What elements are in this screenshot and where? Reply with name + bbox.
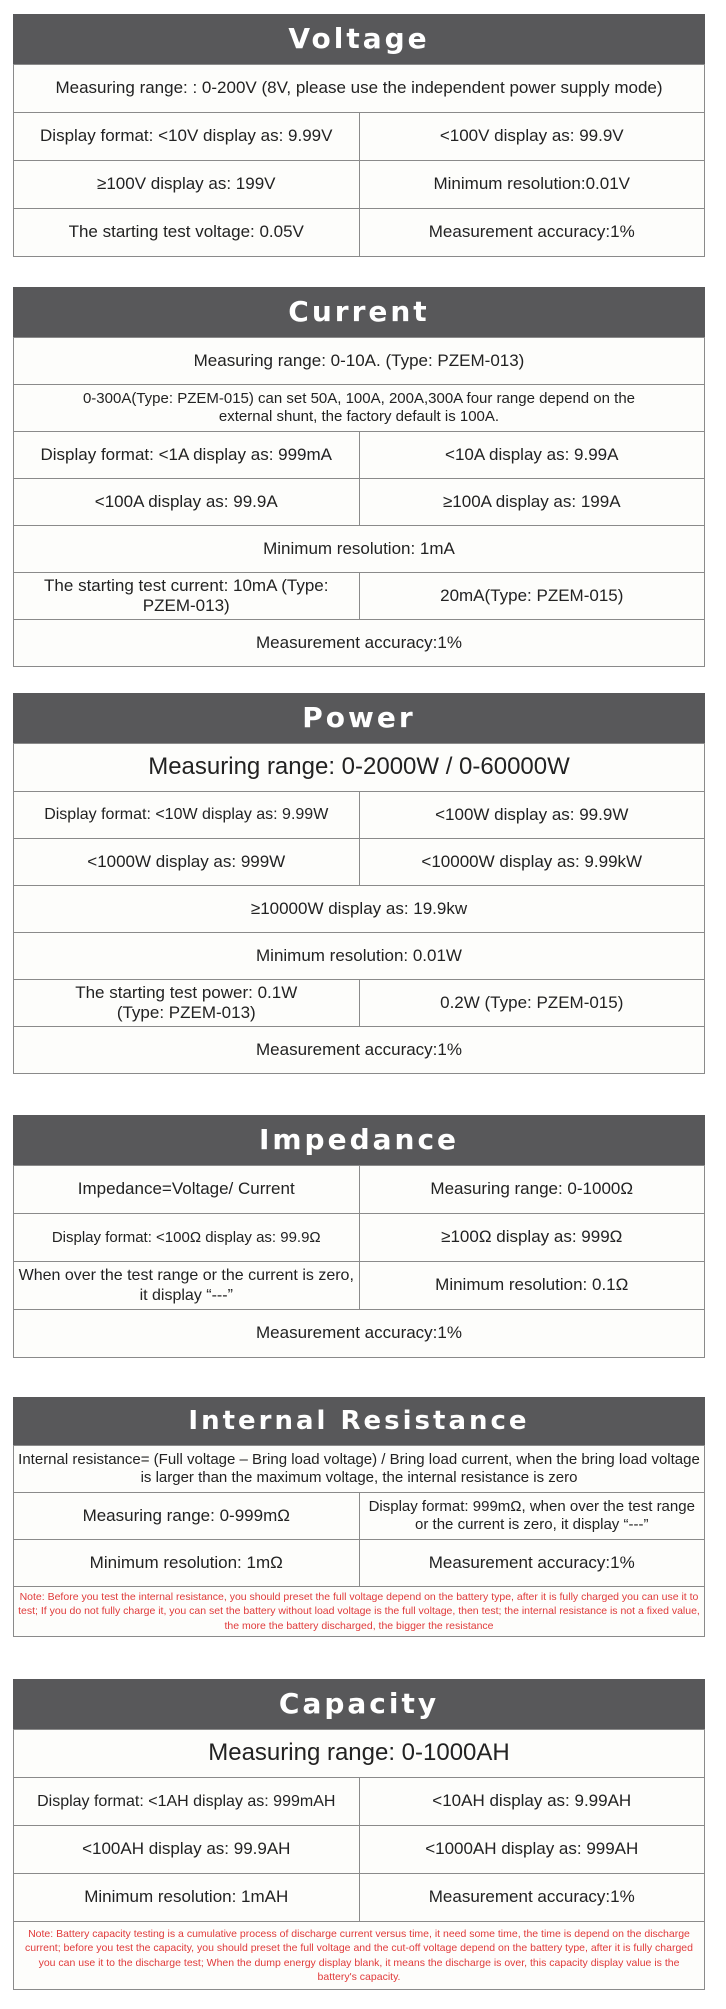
internal-resistance-header [13,1397,705,1445]
capacity-title: Capacity [278,1687,440,1720]
current-format-lt10: <10A display as: 9.99A [359,432,705,479]
current-starting-test-pzem015: 20mA(Type: PZEM-015) [359,573,705,620]
power-format-lt100: <100W display as: 99.9W [359,792,705,839]
current-format-lt1: Display format: <1A display as: 999mA [14,432,360,479]
power-table [13,743,705,1074]
current-range-pzem015: 0-300A(Type: PZEM-015) can set 50A, 100A, 200A,300A four range depend on the external shunt, the factory default is 100A. [14,385,705,432]
capacity-header [13,1679,705,1729]
internal-resistance-section [13,1397,705,1637]
current-section [13,287,705,667]
capacity-accuracy: Measurement accuracy:1% [359,1874,705,1922]
impedance-title: Impedance [258,1123,460,1156]
current-header [13,287,705,337]
capacity-format-lt1000: <1000AH display as: 999AH [359,1826,705,1874]
power-section [13,693,705,1074]
power-header [13,693,705,743]
current-format-ge100: ≥100A display as: 199A [359,479,705,526]
voltage-range: Measuring range: : 0-200V (8V, please use the independent power supply mode) [14,65,705,113]
internal-resistance-format: Display format: 999mΩ, when over the test range or the current is zero, it display “---” [359,1493,705,1540]
impedance-accuracy: Measurement accuracy:1% [14,1310,705,1358]
capacity-min-resolution: Minimum resolution: 1mAH [14,1874,360,1922]
internal-resistance-note: Note: Before you test the internal resistance, you should preset the full voltage depend on the battery type, after it is fully charged you can use it to test; If you do not fully charge it, you can set the battery without load voltage is the full voltage, then test; the internal resistance is not a fixed value, the more the battery discharged, the bigger the resistance [14,1587,705,1637]
capacity-format-lt10: <10AH display as: 9.99AH [359,1778,705,1826]
voltage-min-resolution: Minimum resolution:0.01V [359,161,705,209]
power-range: Measuring range: 0-2000W / 0-60000W [14,744,705,792]
capacity-format-lt1: Display format: <1AH display as: 999mAH [14,1778,360,1826]
voltage-starting-test: The starting test voltage: 0.05V [14,209,360,257]
internal-resistance-formula: Internal resistance= (Full voltage – Bring load voltage) / Bring load current, when the bring load voltage is larger than the maximum voltage, the internal resistance is zero [14,1446,705,1493]
internal-resistance-title: Internal Resistance [188,1406,530,1436]
impedance-section [13,1115,705,1358]
current-table [13,337,705,667]
capacity-table [13,1729,705,1990]
impedance-min-resolution: Minimum resolution: 0.1Ω [359,1262,705,1310]
internal-resistance-min-resolution: Minimum resolution: 1mΩ [14,1540,360,1587]
impedance-table [13,1165,705,1358]
capacity-note: Note: Battery capacity testing is a cumulative process of discharge current versus time, it need some time, the time is depend on the discharge current; before you test the capacity, you should preset the full voltage and the cut-off voltage depend on the battery type, after it is fully charged you can use it to the discharge test; When the dump energy display blank, it means the discharge is over, this capacity display value is the battery's capacity. [14,1922,705,1990]
power-min-resolution: Minimum resolution: 0.01W [14,933,705,980]
capacity-format-lt100: <100AH display as: 99.9AH [14,1826,360,1874]
voltage-header [13,14,705,64]
impedance-format-lt100: Display format: <100Ω display as: 99.9Ω [14,1214,360,1262]
voltage-accuracy: Measurement accuracy:1% [359,209,705,257]
voltage-format-lt10: Display format: <10V display as: 9.99V [14,113,360,161]
power-format-lt10: Display format: <10W display as: 9.99W [14,792,360,839]
power-format-ge10000: ≥10000W display as: 19.9kw [14,886,705,933]
current-starting-test: The starting test current: 10mA (Type: PZEM-013) [14,573,360,620]
impedance-header [13,1115,705,1165]
impedance-format-ge100: ≥100Ω display as: 999Ω [359,1214,705,1262]
internal-resistance-table [13,1445,705,1637]
voltage-table [13,64,705,257]
voltage-title: Voltage [288,22,430,55]
internal-resistance-accuracy: Measurement accuracy:1% [359,1540,705,1587]
impedance-over-range: When over the test range or the current is zero, it display “---” [14,1262,360,1310]
impedance-range: Measuring range: 0-1000Ω [359,1166,705,1214]
current-min-resolution: Minimum resolution: 1mA [14,526,705,573]
current-title: Current [288,295,430,328]
capacity-range: Measuring range: 0-1000AH [14,1730,705,1778]
capacity-section [13,1679,705,1990]
current-range: Measuring range: 0-10A. (Type: PZEM-013) [14,338,705,385]
power-format-lt10000: <10000W display as: 9.99kW [359,839,705,886]
power-accuracy: Measurement accuracy:1% [14,1027,705,1074]
voltage-section [13,14,705,257]
current-format-lt100: <100A display as: 99.9A [14,479,360,526]
voltage-format-ge100: ≥100V display as: 199V [14,161,360,209]
power-starting-test-pzem015: 0.2W (Type: PZEM-015) [359,980,705,1027]
impedance-formula: Impedance=Voltage/ Current [14,1166,360,1214]
voltage-format-lt100: <100V display as: 99.9V [359,113,705,161]
power-format-lt1000: <1000W display as: 999W [14,839,360,886]
power-title: Power [302,701,416,734]
power-starting-test: The starting test power: 0.1W (Type: PZEM-013) [14,980,360,1027]
current-accuracy: Measurement accuracy:1% [14,620,705,667]
internal-resistance-range: Measuring range: 0-999mΩ [14,1493,360,1540]
